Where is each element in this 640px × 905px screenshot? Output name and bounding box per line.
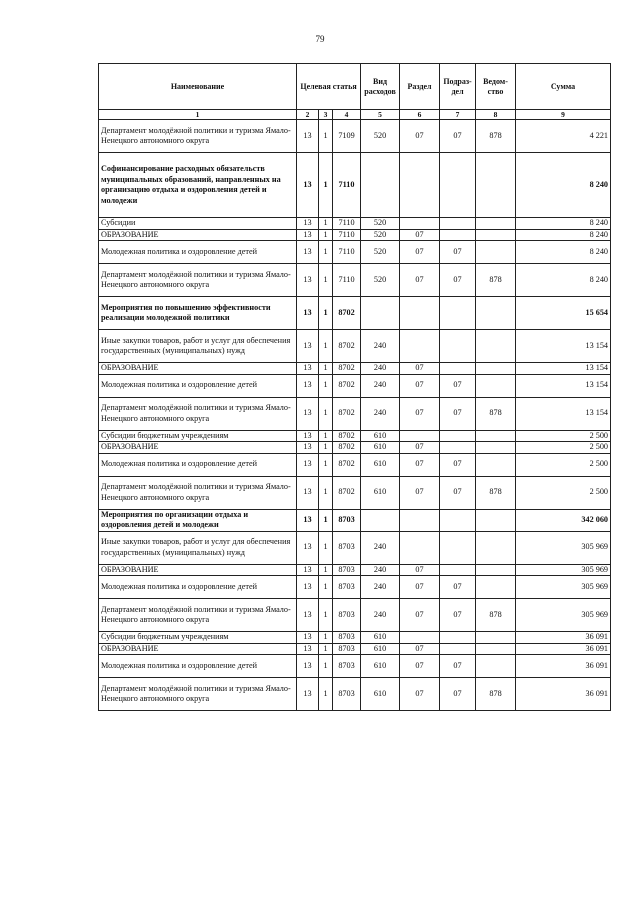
subsection-code: 07 [440,678,476,711]
department-code [476,564,516,576]
expense-type: 240 [361,599,400,632]
target-code-2: 1 [319,442,333,454]
department-code [476,655,516,678]
row-name: ОБРАЗОВАНИЕ [99,643,297,655]
subsection-code: 07 [440,397,476,430]
target-code-2: 1 [319,531,333,564]
section-code [400,153,440,218]
page-number: 79 [315,34,325,44]
sum-value: 342 060 [516,509,611,531]
header-name: Наименование [99,64,297,110]
expense-type: 240 [361,330,400,363]
section-code: 07 [400,229,440,241]
subsection-code: 07 [440,374,476,397]
subsection-code: 07 [440,599,476,632]
target-code-3: 8703 [333,632,361,644]
target-code-2: 1 [319,576,333,599]
subsection-code [440,442,476,454]
target-code-3: 8703 [333,564,361,576]
table-row [99,241,611,264]
expense-type [361,153,400,218]
sum-value: 305 969 [516,599,611,632]
table-row [99,509,611,531]
department-code: 878 [476,120,516,153]
target-code-1: 13 [297,241,319,264]
row-name: Иные закупки товаров, работ и услуг для обеспечения государственных (муниципальных) нужд [99,330,297,363]
department-code: 878 [476,599,516,632]
target-code-1: 13 [297,564,319,576]
department-code [476,153,516,218]
subsection-code [440,509,476,531]
target-code-3: 8702 [333,442,361,454]
target-code-2: 1 [319,363,333,375]
table-row [99,632,611,644]
target-code-1: 13 [297,264,319,297]
target-code-2: 1 [319,153,333,218]
row-name: Департамент молодёжной политики и туризма Ямало-Ненецкого автономного округа [99,599,297,632]
department-code [476,643,516,655]
row-name: Субсидии бюджетным учреждениям [99,632,297,644]
target-code-2: 1 [319,643,333,655]
table-row [99,120,611,153]
subsection-code [440,531,476,564]
target-code-2: 1 [319,430,333,442]
table-row [99,442,611,454]
table-row [99,643,611,655]
section-code [400,509,440,531]
table-row [99,229,611,241]
row-name: Департамент молодёжной политики и туризма Ямало-Ненецкого автономного округа [99,678,297,711]
department-code [476,509,516,531]
sum-value: 4 221 [516,120,611,153]
expense-type [361,297,400,330]
table-row [99,531,611,564]
target-code-3: 8703 [333,599,361,632]
target-code-2: 1 [319,453,333,476]
target-code-3: 8702 [333,453,361,476]
target-code-1: 13 [297,120,319,153]
table-body [99,120,611,711]
target-code-2: 1 [319,229,333,241]
section-code: 07 [400,576,440,599]
department-code [476,330,516,363]
subsection-code [440,363,476,375]
department-code [476,218,516,230]
sum-value: 36 091 [516,655,611,678]
target-code-3: 8703 [333,509,361,531]
target-code-2: 1 [319,374,333,397]
subsection-code [440,430,476,442]
expense-type: 520 [361,120,400,153]
sum-value: 8 240 [516,153,611,218]
expense-type: 610 [361,453,400,476]
sum-value: 8 240 [516,264,611,297]
target-code-2: 1 [319,241,333,264]
subsection-code: 07 [440,476,476,509]
row-name: Софинансирование расходных обязательств муниципальных образований, направленных на организацию отдыха и оздоровления детей и молодежи [99,153,297,218]
section-code [400,531,440,564]
target-code-3: 8702 [333,374,361,397]
section-code: 07 [400,655,440,678]
section-code [400,218,440,230]
row-name: Департамент молодёжной политики и туризма Ямало-Ненецкого автономного округа [99,397,297,430]
column-number: 2 [297,110,319,120]
expense-type: 610 [361,632,400,644]
column-number: 4 [333,110,361,120]
department-code [476,374,516,397]
target-code-3: 8703 [333,678,361,711]
expense-type: 610 [361,430,400,442]
target-code-3: 8702 [333,397,361,430]
target-code-1: 13 [297,229,319,241]
department-code [476,229,516,241]
target-code-2: 1 [319,509,333,531]
column-number: 7 [440,110,476,120]
sum-value: 8 240 [516,241,611,264]
department-code [476,241,516,264]
target-code-3: 8702 [333,476,361,509]
target-code-3: 8703 [333,655,361,678]
target-code-1: 13 [297,643,319,655]
target-code-3: 8703 [333,643,361,655]
subsection-code: 07 [440,241,476,264]
subsection-code [440,218,476,230]
header-subsection: Подраз-дел [440,64,476,110]
row-name: Молодежная политика и оздоровление детей [99,453,297,476]
header-sum: Сумма [516,64,611,110]
target-code-2: 1 [319,330,333,363]
table-row [99,678,611,711]
row-name: Мероприятия по повышению эффективности реализации молодежной политики [99,297,297,330]
department-code [476,430,516,442]
target-code-1: 13 [297,374,319,397]
expense-type [361,509,400,531]
table-row [99,453,611,476]
target-code-1: 13 [297,330,319,363]
department-code [476,363,516,375]
column-number: 6 [400,110,440,120]
target-code-3: 7110 [333,264,361,297]
column-number: 1 [99,110,297,120]
target-code-2: 1 [319,476,333,509]
sum-value: 13 154 [516,330,611,363]
target-code-2: 1 [319,264,333,297]
department-code [476,453,516,476]
sum-value: 305 969 [516,531,611,564]
table-row [99,564,611,576]
target-code-1: 13 [297,476,319,509]
target-code-3: 8702 [333,330,361,363]
section-code: 07 [400,363,440,375]
subsection-code [440,632,476,644]
column-number: 9 [516,110,611,120]
table-row [99,264,611,297]
row-name: Департамент молодёжной политики и туризма Ямало-Ненецкого автономного округа [99,264,297,297]
subsection-code [440,229,476,241]
column-number: 5 [361,110,400,120]
table-row [99,374,611,397]
sum-value: 2 500 [516,453,611,476]
target-code-2: 1 [319,218,333,230]
sum-value: 36 091 [516,678,611,711]
section-code: 07 [400,374,440,397]
target-code-1: 13 [297,599,319,632]
sum-value: 2 500 [516,476,611,509]
section-code: 07 [400,264,440,297]
column-number-row [99,110,611,120]
target-code-3: 8703 [333,576,361,599]
target-code-3: 7110 [333,229,361,241]
target-code-1: 13 [297,297,319,330]
department-code [476,576,516,599]
header-row [99,64,611,110]
sum-value: 8 240 [516,218,611,230]
section-code: 07 [400,453,440,476]
column-number: 3 [319,110,333,120]
target-code-2: 1 [319,599,333,632]
row-name: Молодежная политика и оздоровление детей [99,576,297,599]
table-row [99,430,611,442]
department-code [476,632,516,644]
subsection-code [440,643,476,655]
target-code-3: 8702 [333,363,361,375]
section-code: 07 [400,476,440,509]
table-row [99,153,611,218]
target-code-3: 7110 [333,153,361,218]
subsection-code: 07 [440,655,476,678]
expense-type: 610 [361,476,400,509]
target-code-3: 7110 [333,241,361,264]
expense-type: 520 [361,229,400,241]
department-code: 878 [476,678,516,711]
row-name: Молодежная политика и оздоровление детей [99,241,297,264]
section-code [400,297,440,330]
subsection-code [440,564,476,576]
table-row [99,330,611,363]
target-code-2: 1 [319,632,333,644]
department-code [476,442,516,454]
section-code: 07 [400,442,440,454]
section-code [400,430,440,442]
section-code [400,330,440,363]
table-row [99,599,611,632]
sum-value: 13 154 [516,397,611,430]
subsection-code: 07 [440,576,476,599]
row-name: ОБРАЗОВАНИЕ [99,442,297,454]
expense-type: 520 [361,264,400,297]
target-code-1: 13 [297,576,319,599]
section-code: 07 [400,120,440,153]
target-code-1: 13 [297,453,319,476]
expense-type: 240 [361,363,400,375]
target-code-1: 13 [297,632,319,644]
subsection-code: 07 [440,120,476,153]
expense-type: 240 [361,374,400,397]
table-row [99,218,611,230]
target-code-2: 1 [319,678,333,711]
target-code-3: 8702 [333,297,361,330]
row-name: ОБРАЗОВАНИЕ [99,229,297,241]
department-code: 878 [476,264,516,297]
target-code-2: 1 [319,397,333,430]
sum-value: 36 091 [516,632,611,644]
header-target: Целевая статья [297,64,361,110]
sum-value: 2 500 [516,442,611,454]
row-name: Департамент молодёжной политики и туризма Ямало-Ненецкого автономного округа [99,120,297,153]
department-code [476,297,516,330]
expense-type: 610 [361,678,400,711]
row-name: ОБРАЗОВАНИЕ [99,564,297,576]
department-code: 878 [476,397,516,430]
header-department: Ведом-ство [476,64,516,110]
sum-value: 15 654 [516,297,611,330]
target-code-1: 13 [297,218,319,230]
subsection-code: 07 [440,453,476,476]
target-code-3: 7110 [333,218,361,230]
expense-type: 610 [361,643,400,655]
target-code-1: 13 [297,509,319,531]
column-number: 8 [476,110,516,120]
sum-value: 8 240 [516,229,611,241]
target-code-3: 8703 [333,531,361,564]
subsection-code [440,297,476,330]
expense-type: 240 [361,576,400,599]
table-row [99,476,611,509]
target-code-1: 13 [297,442,319,454]
target-code-1: 13 [297,655,319,678]
row-name: Молодежная политика и оздоровление детей [99,655,297,678]
target-code-3: 8702 [333,430,361,442]
target-code-1: 13 [297,153,319,218]
row-name: Департамент молодёжной политики и туризма Ямало-Ненецкого автономного округа [99,476,297,509]
row-name: Молодежная политика и оздоровление детей [99,374,297,397]
row-name: Мероприятия по организации отдыха и оздоровления детей и молодежи [99,509,297,531]
section-code [400,632,440,644]
budget-table [98,63,611,711]
sum-value: 36 091 [516,643,611,655]
section-code: 07 [400,564,440,576]
table-row [99,397,611,430]
sum-value: 2 500 [516,430,611,442]
subsection-code [440,153,476,218]
sum-value: 305 969 [516,576,611,599]
table-row [99,576,611,599]
expense-type: 240 [361,397,400,430]
expense-type: 520 [361,218,400,230]
sum-value: 305 969 [516,564,611,576]
expense-type: 240 [361,531,400,564]
section-code: 07 [400,397,440,430]
target-code-2: 1 [319,655,333,678]
row-name: ОБРАЗОВАНИЕ [99,363,297,375]
department-code [476,531,516,564]
header-expense-type: Вид расходов [361,64,400,110]
table-row [99,655,611,678]
target-code-2: 1 [319,120,333,153]
row-name: Субсидии [99,218,297,230]
sum-value: 13 154 [516,374,611,397]
target-code-2: 1 [319,297,333,330]
section-code: 07 [400,599,440,632]
expense-type: 520 [361,241,400,264]
expense-type: 610 [361,442,400,454]
expense-type: 610 [361,655,400,678]
target-code-1: 13 [297,531,319,564]
table-row [99,297,611,330]
header-section: Раздел [400,64,440,110]
target-code-1: 13 [297,363,319,375]
sum-value: 13 154 [516,363,611,375]
section-code: 07 [400,241,440,264]
table-row [99,363,611,375]
department-code: 878 [476,476,516,509]
subsection-code [440,330,476,363]
row-name: Иные закупки товаров, работ и услуг для обеспечения государственных (муниципальных) нужд [99,531,297,564]
target-code-1: 13 [297,430,319,442]
target-code-1: 13 [297,678,319,711]
subsection-code: 07 [440,264,476,297]
target-code-3: 7109 [333,120,361,153]
row-name: Субсидии бюджетным учреждениям [99,430,297,442]
target-code-2: 1 [319,564,333,576]
expense-type: 240 [361,564,400,576]
section-code: 07 [400,643,440,655]
section-code: 07 [400,678,440,711]
target-code-1: 13 [297,397,319,430]
